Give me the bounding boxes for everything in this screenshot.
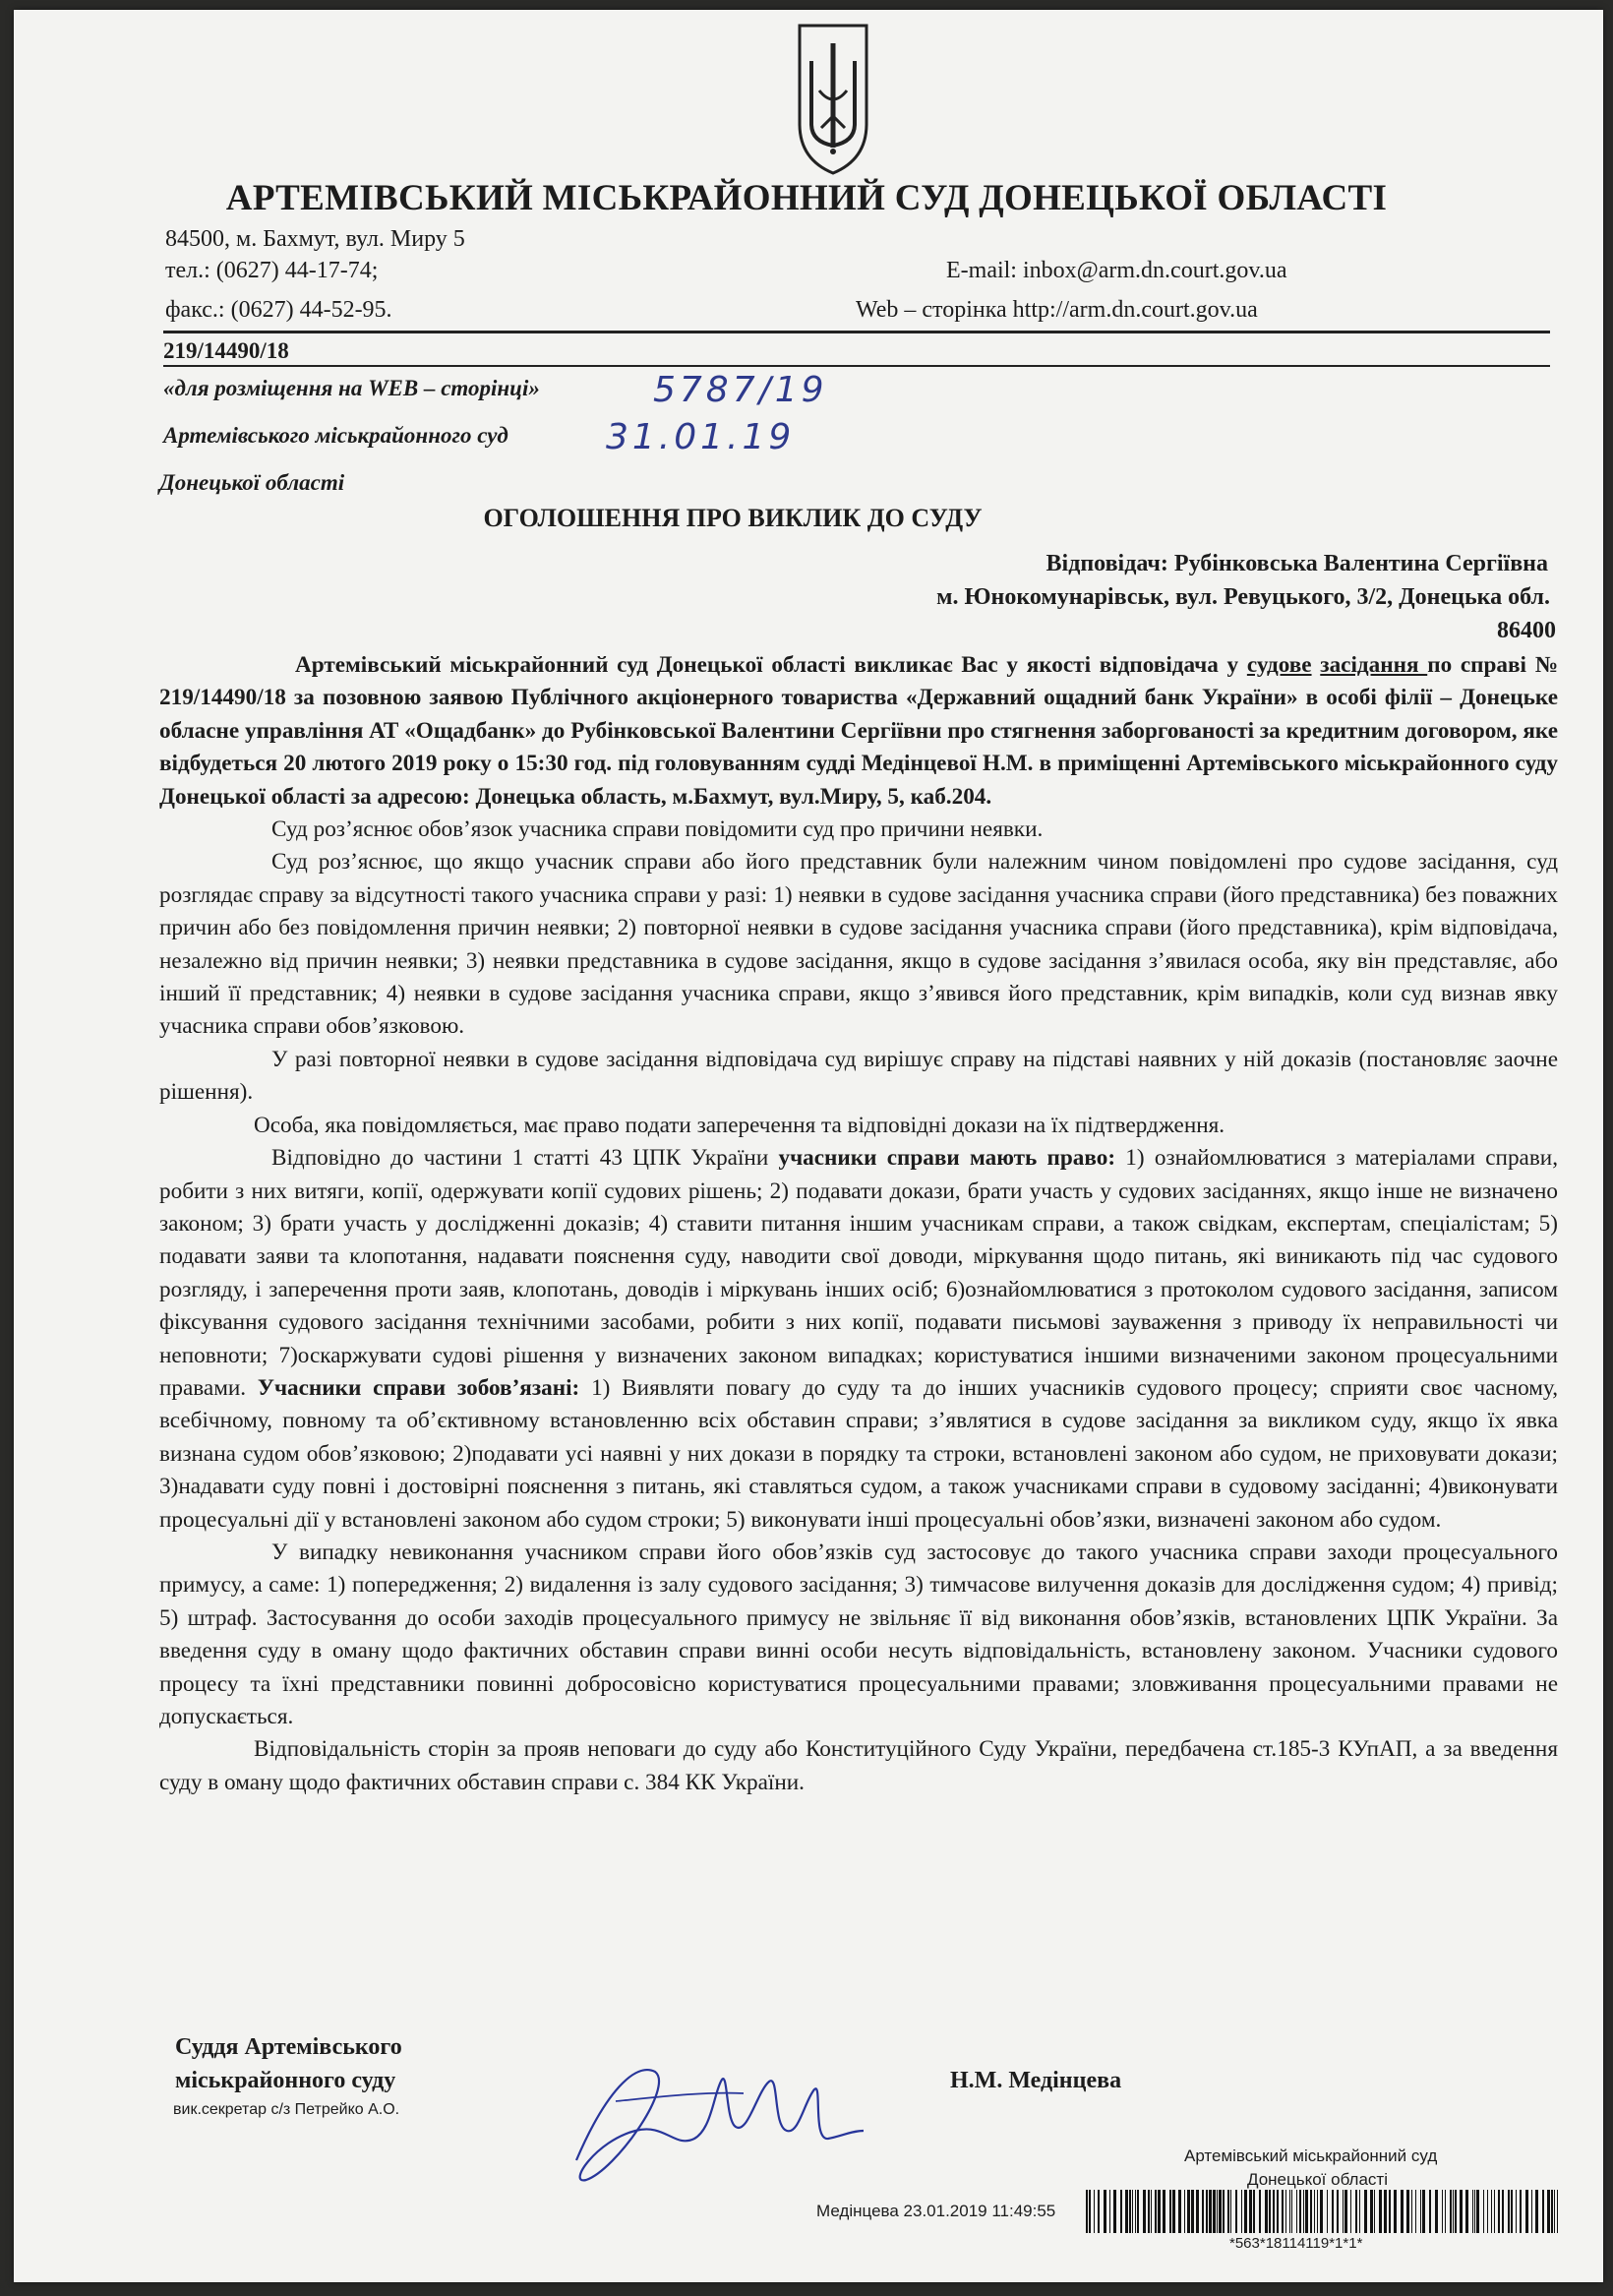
stamp-court-line-1: Артемівський міськрайонний суд — [1184, 2146, 1438, 2165]
barcode-bar — [1244, 2190, 1247, 2233]
barcode-bar — [1531, 2190, 1532, 2233]
barcode-bar — [1098, 2190, 1100, 2233]
court-website: Web – сторінка http://arm.dn.court.gov.ua — [856, 297, 1258, 323]
barcode-bar — [1227, 2190, 1229, 2233]
stamp-signed-timestamp: Медінцева 23.01.2019 11:49:55 — [816, 2202, 1056, 2220]
barcode-bar — [1219, 2190, 1222, 2233]
barcode-bar — [1269, 2190, 1271, 2233]
respondent-postcode: 86400 — [1497, 618, 1556, 643]
barcode-bar — [1253, 2190, 1255, 2233]
barcode-bar — [1291, 2190, 1292, 2233]
barcode-bar — [1343, 2190, 1344, 2233]
barcode-bar — [1491, 2190, 1492, 2233]
barcode-bar — [1273, 2190, 1275, 2233]
barcode-bar — [1158, 2190, 1161, 2233]
barcode-bar — [1429, 2190, 1431, 2233]
barcode-bar — [1370, 2190, 1373, 2233]
notice-title: ОГОЛОШЕННЯ ПРО ВИКЛИК ДО СУДУ — [483, 504, 983, 532]
rights-intro: Відповідно до частини 1 статті 43 ЦПК України — [271, 1145, 779, 1172]
barcode-bar — [1241, 2190, 1242, 2233]
summons-underlined-1: судове — [1246, 652, 1312, 678]
judge-title-line-1: Суддя Артемівського — [175, 2034, 402, 2060]
barcode-bar — [1104, 2190, 1106, 2233]
barcode-bar — [1554, 2190, 1555, 2233]
barcode-bar — [1235, 2190, 1237, 2233]
header-rule-top — [163, 331, 1550, 333]
barcode-bar — [1305, 2190, 1308, 2233]
paragraph-default-judgment: У разі повторної неявки в судове засідання відповідача суд вирішує справу на підставі наявних у ній доказів (постановляє заочне рішення). — [159, 1046, 1558, 1106]
barcode-bar — [1389, 2190, 1391, 2233]
barcode-bar — [1511, 2190, 1513, 2233]
paragraph-duty: Суд роз’яснює обов’язок учасника справи повідомити суд про причини неявки. — [271, 816, 1044, 843]
case-number: 219/14490/18 — [163, 338, 289, 363]
barcode-bar — [1516, 2190, 1517, 2233]
secretary-note: вик.секретар с/з Петрейко А.О. — [173, 2101, 400, 2118]
barcode-bar — [1498, 2190, 1500, 2233]
recipient-line-1: «для розміщення на WEB – сторінці» — [163, 376, 540, 400]
paragraph-rights-duties — [159, 1142, 1558, 1537]
barcode-bar — [1282, 2190, 1284, 2233]
duties-list: 1) Виявляти повагу до суду та до інших учасників судового процесу; сприяти своє часному, всебічному, повному та об’єктивному встановленню всіх обставин справи; з’являтися в судове засідання за викликом суду, якщо їх явка визнана судом обов’язковою; 2)подавати усі наявні у них докази в порядку та строки, встановлені законом або судом, не приховувати докази; 3)надавати суду повні і достовірні пояснення з питань, які ставляться судом, а також учасниками справи в судовому засіданні; 4)виконувати процесуальні дії у встановлені законом або судом строки; 5) виконувати інші процесуальні обов’язки, визначені законом або судом. — [159, 1374, 1559, 1533]
barcode-bar — [1213, 2190, 1216, 2233]
handwritten-registration-number: 5787/19 — [653, 370, 828, 410]
barcode-bar — [1474, 2190, 1475, 2233]
barcode-bar — [1277, 2190, 1279, 2233]
barcode-bar — [1191, 2190, 1194, 2233]
barcode-bar — [1332, 2190, 1334, 2233]
paragraph-liability: Відповідальність сторін за прояв неповаги до суду або Конституційного Суду України, передбачена ст.185-3 КУпАП, а за введення суду в оману щодо фактичних обставин справи с. 384 КК України. — [159, 1736, 1558, 1795]
respondent-name: Відповідач: Рубінковська Валентина Сергіївна — [1045, 551, 1548, 576]
barcode-bar — [1129, 2190, 1131, 2233]
recipient-line-3: Донецької області — [159, 470, 345, 495]
barcode-bar — [1320, 2190, 1323, 2233]
barcode-bar — [1442, 2190, 1443, 2233]
barcode-bar — [1196, 2190, 1199, 2233]
barcode-bar — [1453, 2190, 1454, 2233]
barcode-bar — [1422, 2190, 1425, 2233]
barcode-bar — [1551, 2190, 1553, 2233]
barcode-bar — [1450, 2190, 1452, 2233]
barcode-bar — [1296, 2190, 1297, 2233]
barcode-bar — [1374, 2190, 1375, 2233]
barcode-bar — [1364, 2190, 1367, 2233]
paragraph-objection-right: Особа, яка повідомляється, має право подати заперечення та відповідні докази на їх підтвердження. — [254, 1112, 1225, 1138]
coat-of-arms-icon — [796, 22, 870, 177]
barcode-bar — [1520, 2190, 1522, 2233]
barcode-bar — [1163, 2190, 1165, 2233]
barcode-bar — [1143, 2190, 1146, 2233]
barcode-bar — [1155, 2190, 1157, 2233]
barcode-bar — [1317, 2190, 1318, 2233]
barcode-bar — [1337, 2190, 1339, 2233]
barcode-bar — [1265, 2190, 1268, 2233]
barcode — [1084, 2190, 1562, 2233]
barcode-bar — [1359, 2190, 1360, 2233]
barcode-bar — [1327, 2190, 1328, 2233]
barcode-bar — [1303, 2190, 1304, 2233]
court-phone: тел.: (0627) 44-17-74; — [165, 258, 379, 283]
barcode-bar — [1476, 2190, 1479, 2233]
summons-details: по справі № 219/14490/18 за позовною заявою Публічного акціонерного товариства «Державний ощадний банк України» в особі філії – Донецьке обласне управління АТ «Ощадбанк» до Рубінковської Валентини Сергіївни про стягнення заборгованості за кредитним договором, яке відбудеться 20 лютого 2019 року о 15:30 год. під головуванням судді Медінцевої Н.М. в приміщенні Артемівського міськрайонного суду Донецької області за адресою: Донецька область, м.Бахмут, вул.Миру, 5, каб.204. — [159, 652, 1559, 810]
header-rule-bottom — [163, 365, 1550, 367]
barcode-bar — [1089, 2190, 1091, 2233]
barcode-bar — [1344, 2190, 1347, 2233]
barcode-bar — [1557, 2190, 1558, 2233]
barcode-bar — [1184, 2190, 1185, 2233]
barcode-bar — [1206, 2190, 1208, 2233]
barcode-bar — [1148, 2190, 1150, 2233]
barcode-bar — [1406, 2190, 1409, 2233]
court-address: 84500, м. Бахмут, вул. Миру 5 — [165, 226, 465, 252]
barcode-bar — [1249, 2190, 1252, 2233]
barcode-bar — [1420, 2190, 1421, 2233]
barcode-bar — [1465, 2190, 1468, 2233]
stamp-court-line-2: Донецької області — [1247, 2170, 1388, 2189]
barcode-bar — [1415, 2190, 1416, 2233]
barcode-bar — [1202, 2190, 1204, 2233]
barcode-bar — [1217, 2190, 1218, 2233]
barcode-bar — [1535, 2190, 1538, 2233]
judge-name: Н.М. Медінцева — [950, 2068, 1122, 2093]
barcode-bar — [1230, 2190, 1231, 2233]
barcode-bar — [1137, 2190, 1139, 2233]
barcode-bar — [1314, 2190, 1315, 2233]
barcode-bar — [1172, 2190, 1175, 2233]
barcode-bar — [1259, 2190, 1261, 2233]
barcode-bar — [1494, 2190, 1495, 2233]
court-title: АРТЕМІВСЬКИЙ МІСЬКРАЙОННИЙ СУД ДОНЕЦЬКОЇ ОБЛАСТІ — [225, 178, 1388, 218]
barcode-bar — [1411, 2190, 1412, 2233]
barcode-bar — [1384, 2190, 1387, 2233]
barcode-bar — [1542, 2190, 1544, 2233]
respondent-address: м. Юнокомунарівськ, вул. Ревуцького, 3/2, Донецька обл. — [936, 584, 1550, 610]
barcode-bar — [1355, 2190, 1357, 2233]
barcode-bar — [1120, 2190, 1122, 2233]
barcode-bar — [1187, 2190, 1190, 2233]
barcode-bar — [1086, 2190, 1088, 2233]
recipient-line-2: Артемівського міськрайонного суд — [163, 423, 508, 448]
barcode-bar — [1209, 2190, 1212, 2233]
barcode-bar — [1135, 2190, 1136, 2233]
summons-text: Артемівський міськрайонний суд Донецької області викликає Вас у якості відповідача у — [295, 652, 1247, 678]
barcode-bar — [1289, 2190, 1290, 2233]
barcode-bar — [1223, 2190, 1225, 2233]
barcode-bar — [1299, 2190, 1301, 2233]
court-fax: факс.: (0627) 44-52-95. — [165, 297, 392, 323]
barcode-bar — [1113, 2190, 1116, 2233]
barcode-bar — [1169, 2190, 1171, 2233]
judge-title-line-2: міськрайонного суду — [175, 2068, 396, 2093]
barcode-bar — [1502, 2190, 1504, 2233]
paragraph-coercion: У випадку невиконання учасником справи його обов’язків суд застосовує до такого учасника справи заходи процесуального примусу, а саме: 1) попередження; 2) видалення із залу судового засідання; 3) тимчасове вилучення доказів для дослідження судом; 4) привід; 5) штраф. Застосування до особи заходів процесуального примусу не звільняє її від виконання обов’язків, встановлених ЦПК України. За введення суду в оману щодо фактичних обставин справи винні особи несуть відповідальність, встановлену законом. Учасники судового процесу та їхні представники повинні добросовісно користуватися процесуальними правами; зловживання процесуальними правами не допускається. — [159, 1539, 1558, 1729]
barcode-bar — [1401, 2190, 1404, 2233]
rights-list: 1) ознайомлюватися з матеріалами справи, робити з них витяги, копії, одержувати копії судових рішень; 2) подавати докази, брати участь у судових засіданнях, якщо інше не визначено законом; 3) брати участь у дослідженні доказів; 4) ставити питання іншим учасникам справи, а також свідкам, експертам, спеціалістам; 5) подавати заяви та клопотання, надавати пояснення суду, наводити свої доводи, міркування щодо питань, які виникають під час судового розгляду, і заперечення проти заяв, клопотань, доводів і міркувань інших осіб; 6)ознайомлюватися з протоколом судового засідання, записом фіксування судового засідання технічними засобами, робити з них копії, подавати письмові зауваження з приводу їх неправильності чи неповноти; 7)оскаржувати судові рішення у визначених законом випадках; користуватися іншими визначеними законом процесуальними правами. — [159, 1145, 1558, 1401]
barcode-bar — [1547, 2190, 1550, 2233]
barcode-bar — [1483, 2190, 1484, 2233]
barcode-bar — [1151, 2190, 1152, 2233]
barcode-bar — [1455, 2190, 1457, 2233]
barcode-bar — [1285, 2190, 1286, 2233]
barcode-bar — [1525, 2190, 1528, 2233]
barcode-bar — [1310, 2190, 1312, 2233]
barcode-bar — [1460, 2190, 1463, 2233]
barcode-bar — [1094, 2190, 1095, 2233]
handwritten-registration-date: 31.01.19 — [606, 417, 796, 457]
barcode-bar — [1132, 2190, 1133, 2233]
paragraph-summons — [159, 649, 1558, 814]
court-email: E-mail: inbox@arm.dn.court.gov.ua — [946, 258, 1287, 283]
barcode-bar — [1379, 2190, 1382, 2233]
notice-body — [159, 649, 1558, 1799]
summons-underlined-2: засідання — [1320, 652, 1428, 678]
barcode-bar — [1435, 2190, 1438, 2233]
barcode-bar — [1394, 2190, 1397, 2233]
barcode-bar — [1109, 2190, 1110, 2233]
duties-heading: Учасники справи зобов’язані: — [257, 1374, 580, 1401]
barcode-bar — [1350, 2190, 1351, 2233]
barcode-bar — [1125, 2190, 1128, 2233]
paragraph-absence: Суд роз’яснює, що якщо учасник справи або його представник були належним чином повідомлені про судове засідання, суд розглядає справу за відсутності такого учасника справи у разі: 1) неявки в судове засідання учасника справи (його представника) без поважних причин або без повідомлення причин неявки; 2) повторної неявки в судове засідання учасника справи (його представника), крім відповідача, незалежно від причин неявки; 3) неявки представника в судове засідання, якщо в судове засідання з’явилася особа, яку він представляє, або інший її представник; 4) неявки в судове засідання учасника справи, якщо з’явився його представник, крім випадків, коли суд визнав явку учасника справи обов’язковою. — [159, 849, 1558, 1040]
barcode-bar — [1508, 2190, 1510, 2233]
rights-heading: учасники справи мають право: — [778, 1145, 1116, 1172]
barcode-bar — [1487, 2190, 1488, 2233]
handwritten-signature — [547, 2032, 871, 2200]
barcode-bar — [1472, 2190, 1473, 2233]
barcode-bar — [1445, 2190, 1446, 2233]
barcode-text: *563*18114119*1*1* — [1229, 2235, 1363, 2252]
barcode-bar — [1178, 2190, 1181, 2233]
